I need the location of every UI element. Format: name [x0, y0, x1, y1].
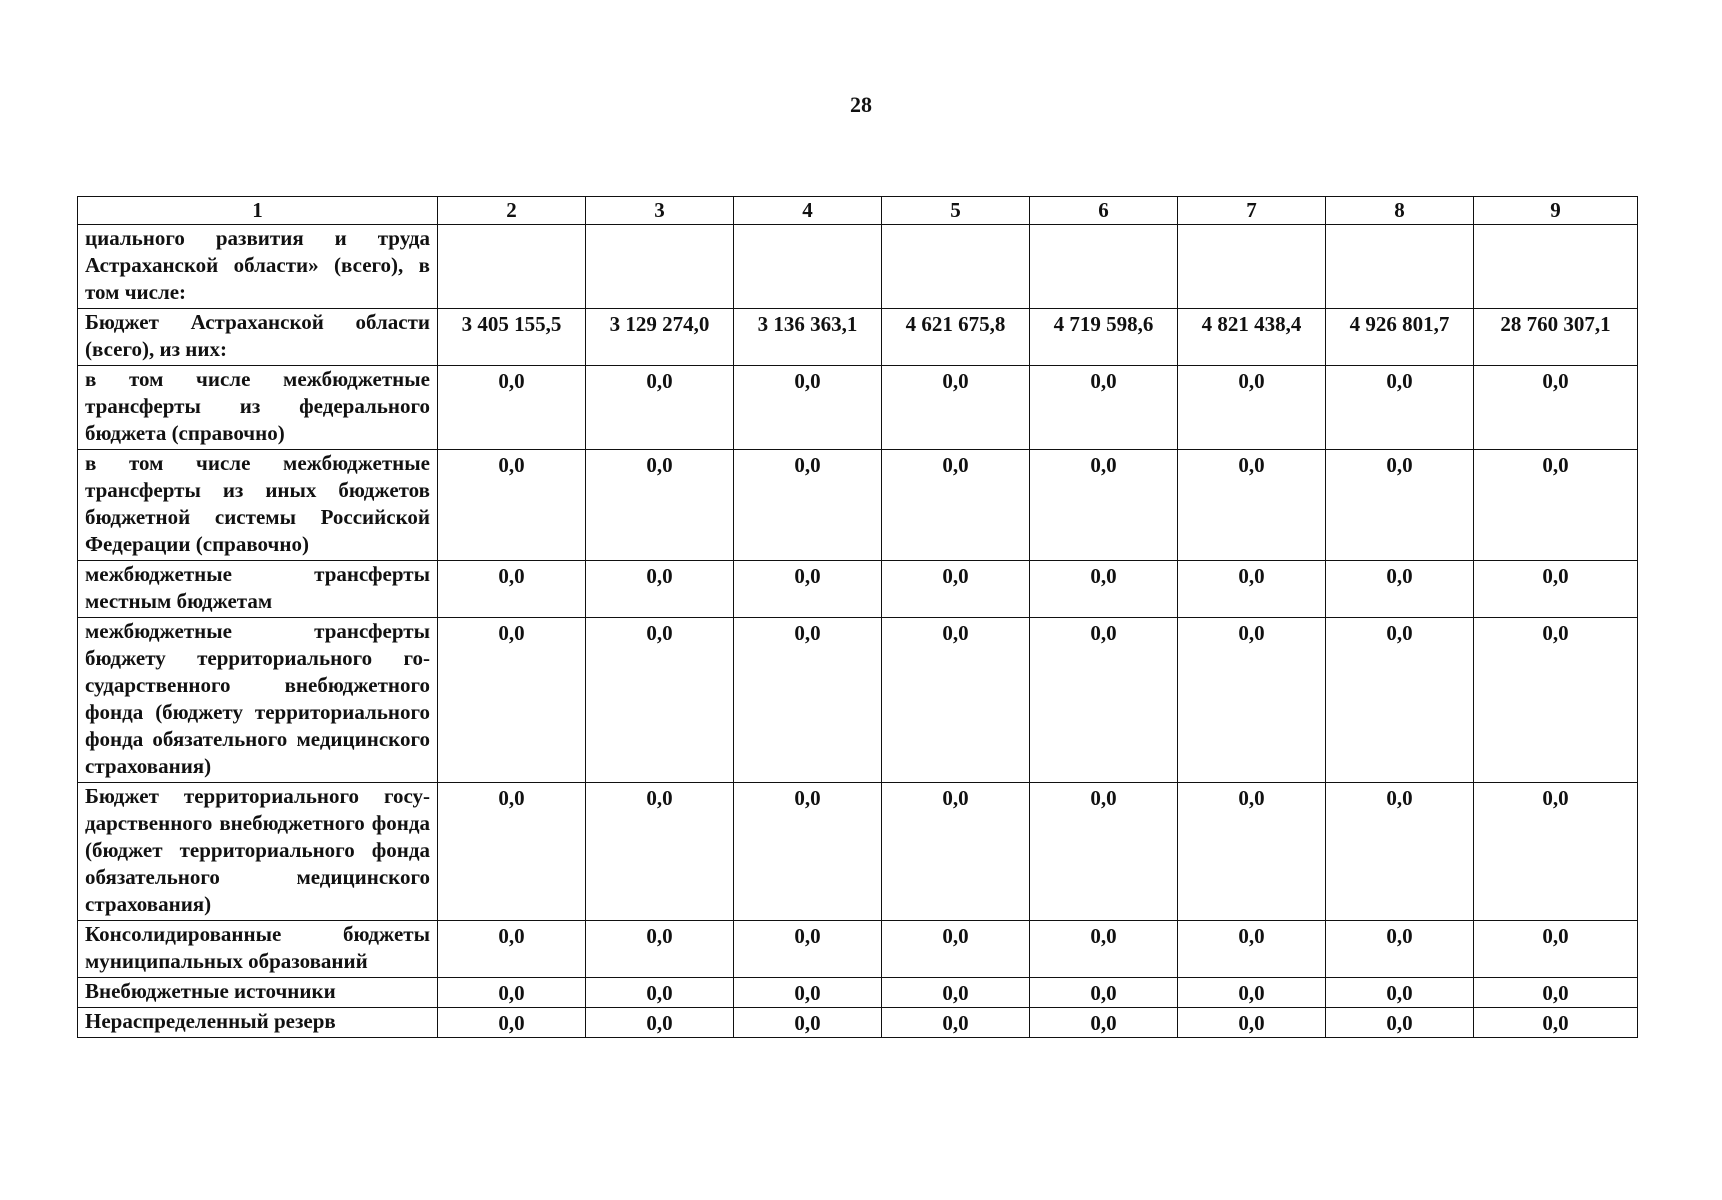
row-label: Бюджет Астраханской области (всего), из них: — [78, 309, 438, 366]
value-cell — [1178, 225, 1326, 309]
value-cell — [1030, 225, 1178, 309]
value-cell: 0,0 — [438, 450, 586, 561]
value-cell: 0,0 — [734, 783, 882, 921]
value-cell: 0,0 — [1030, 366, 1178, 450]
value-cell: 0,0 — [586, 1008, 734, 1038]
value-cell: 0,0 — [1326, 921, 1474, 978]
value-cell: 0,0 — [1326, 978, 1474, 1008]
value-cell: 0,0 — [438, 978, 586, 1008]
value-cell: 0,0 — [882, 978, 1030, 1008]
value-cell: 0,0 — [438, 618, 586, 783]
column-header-5: 5 — [882, 197, 1030, 225]
value-cell: 0,0 — [1474, 921, 1638, 978]
row-label: в том числе межбюджетные трансферты из федерального бюджета (справочно) — [78, 366, 438, 450]
value-cell — [734, 225, 882, 309]
value-cell: 28 760 307,1 — [1474, 309, 1638, 366]
value-cell: 0,0 — [882, 450, 1030, 561]
value-cell: 0,0 — [882, 366, 1030, 450]
column-header-8: 8 — [1326, 197, 1474, 225]
value-cell: 4 926 801,7 — [1326, 309, 1474, 366]
value-cell: 0,0 — [586, 783, 734, 921]
value-cell: 4 719 598,6 — [1030, 309, 1178, 366]
value-cell: 0,0 — [1178, 921, 1326, 978]
value-cell: 0,0 — [1474, 978, 1638, 1008]
value-cell: 0,0 — [734, 366, 882, 450]
value-cell: 0,0 — [1474, 450, 1638, 561]
value-cell: 0,0 — [1326, 366, 1474, 450]
column-header-1: 1 — [78, 197, 438, 225]
value-cell: 0,0 — [586, 450, 734, 561]
value-cell: 0,0 — [882, 1008, 1030, 1038]
value-cell: 0,0 — [1474, 366, 1638, 450]
page-number: 28 — [850, 92, 872, 117]
value-cell: 0,0 — [1326, 618, 1474, 783]
column-header-7: 7 — [1178, 197, 1326, 225]
value-cell: 0,0 — [586, 366, 734, 450]
budget-table — [77, 196, 1638, 1038]
value-cell: 0,0 — [1030, 921, 1178, 978]
value-cell — [438, 225, 586, 309]
table-row — [78, 561, 1638, 618]
value-cell: 0,0 — [1030, 450, 1178, 561]
value-cell: 0,0 — [586, 561, 734, 618]
value-cell: 0,0 — [1030, 978, 1178, 1008]
value-cell: 0,0 — [734, 1008, 882, 1038]
value-cell: 0,0 — [1474, 618, 1638, 783]
row-label: межбюджетные трансферты местным бюджетам — [78, 561, 438, 618]
row-label: Консолидированные бюджеты муниципальных образований — [78, 921, 438, 978]
table-row — [78, 366, 1638, 450]
column-header-2: 2 — [438, 197, 586, 225]
value-cell — [1326, 225, 1474, 309]
value-cell: 0,0 — [1474, 561, 1638, 618]
row-label: Нераспределенный резерв — [78, 1008, 438, 1038]
value-cell: 0,0 — [882, 783, 1030, 921]
value-cell: 0,0 — [734, 561, 882, 618]
value-cell: 0,0 — [734, 978, 882, 1008]
column-header-6: 6 — [1030, 197, 1178, 225]
value-cell: 0,0 — [1326, 783, 1474, 921]
value-cell: 0,0 — [1030, 1008, 1178, 1038]
row-label: в том числе межбюджетные трансферты из иных бюджетов бюджетной системы Российской Федерации (справочно) — [78, 450, 438, 561]
value-cell: 0,0 — [438, 783, 586, 921]
table-row — [78, 618, 1638, 783]
table-row — [78, 309, 1638, 366]
table-row — [78, 1008, 1638, 1038]
value-cell: 0,0 — [1030, 561, 1178, 618]
value-cell — [586, 225, 734, 309]
value-cell: 0,0 — [1178, 783, 1326, 921]
value-cell: 3 136 363,1 — [734, 309, 882, 366]
value-cell — [1474, 225, 1638, 309]
table-row — [78, 783, 1638, 921]
value-cell: 0,0 — [586, 978, 734, 1008]
column-header-9: 9 — [1474, 197, 1638, 225]
table-row — [78, 978, 1638, 1008]
value-cell: 0,0 — [438, 921, 586, 978]
value-cell: 0,0 — [882, 618, 1030, 783]
column-header-3: 3 — [586, 197, 734, 225]
value-cell: 0,0 — [438, 366, 586, 450]
row-label: межбюджетные трансферты бюджету территориального государственного внебюджетного фонда (бюджету территориального фонда обязательного медицинского страхования) — [78, 618, 438, 783]
value-cell: 0,0 — [734, 921, 882, 978]
value-cell: 4 621 675,8 — [882, 309, 1030, 366]
table-header-row — [78, 197, 1638, 225]
column-header-4: 4 — [734, 197, 882, 225]
value-cell: 0,0 — [1474, 1008, 1638, 1038]
value-cell: 0,0 — [438, 561, 586, 618]
value-cell: 0,0 — [438, 1008, 586, 1038]
value-cell — [882, 225, 1030, 309]
value-cell: 0,0 — [882, 921, 1030, 978]
row-label: Бюджет территориального государственного внебюджетного фонда (бюджет территориального фонда обязательного медицинского страхования) — [78, 783, 438, 921]
value-cell: 0,0 — [1326, 561, 1474, 618]
value-cell: 0,0 — [1326, 450, 1474, 561]
value-cell: 0,0 — [882, 561, 1030, 618]
value-cell: 0,0 — [1178, 1008, 1326, 1038]
value-cell: 3 405 155,5 — [438, 309, 586, 366]
row-label: Внебюджетные источники — [78, 978, 438, 1008]
value-cell: 0,0 — [586, 921, 734, 978]
table-row — [78, 225, 1638, 309]
value-cell: 4 821 438,4 — [1178, 309, 1326, 366]
value-cell: 0,0 — [1178, 450, 1326, 561]
value-cell: 0,0 — [586, 618, 734, 783]
value-cell: 0,0 — [1178, 561, 1326, 618]
value-cell: 0,0 — [1178, 366, 1326, 450]
table-row — [78, 921, 1638, 978]
value-cell: 0,0 — [1178, 978, 1326, 1008]
value-cell: 0,0 — [1030, 783, 1178, 921]
value-cell: 0,0 — [1030, 618, 1178, 783]
table-row — [78, 450, 1638, 561]
value-cell: 0,0 — [734, 450, 882, 561]
value-cell: 0,0 — [1474, 783, 1638, 921]
value-cell: 3 129 274,0 — [586, 309, 734, 366]
value-cell: 0,0 — [1178, 618, 1326, 783]
row-label: циального развития и труда Астраханской области» (всего), в том числе: — [78, 225, 438, 309]
value-cell: 0,0 — [1326, 1008, 1474, 1038]
value-cell: 0,0 — [734, 618, 882, 783]
